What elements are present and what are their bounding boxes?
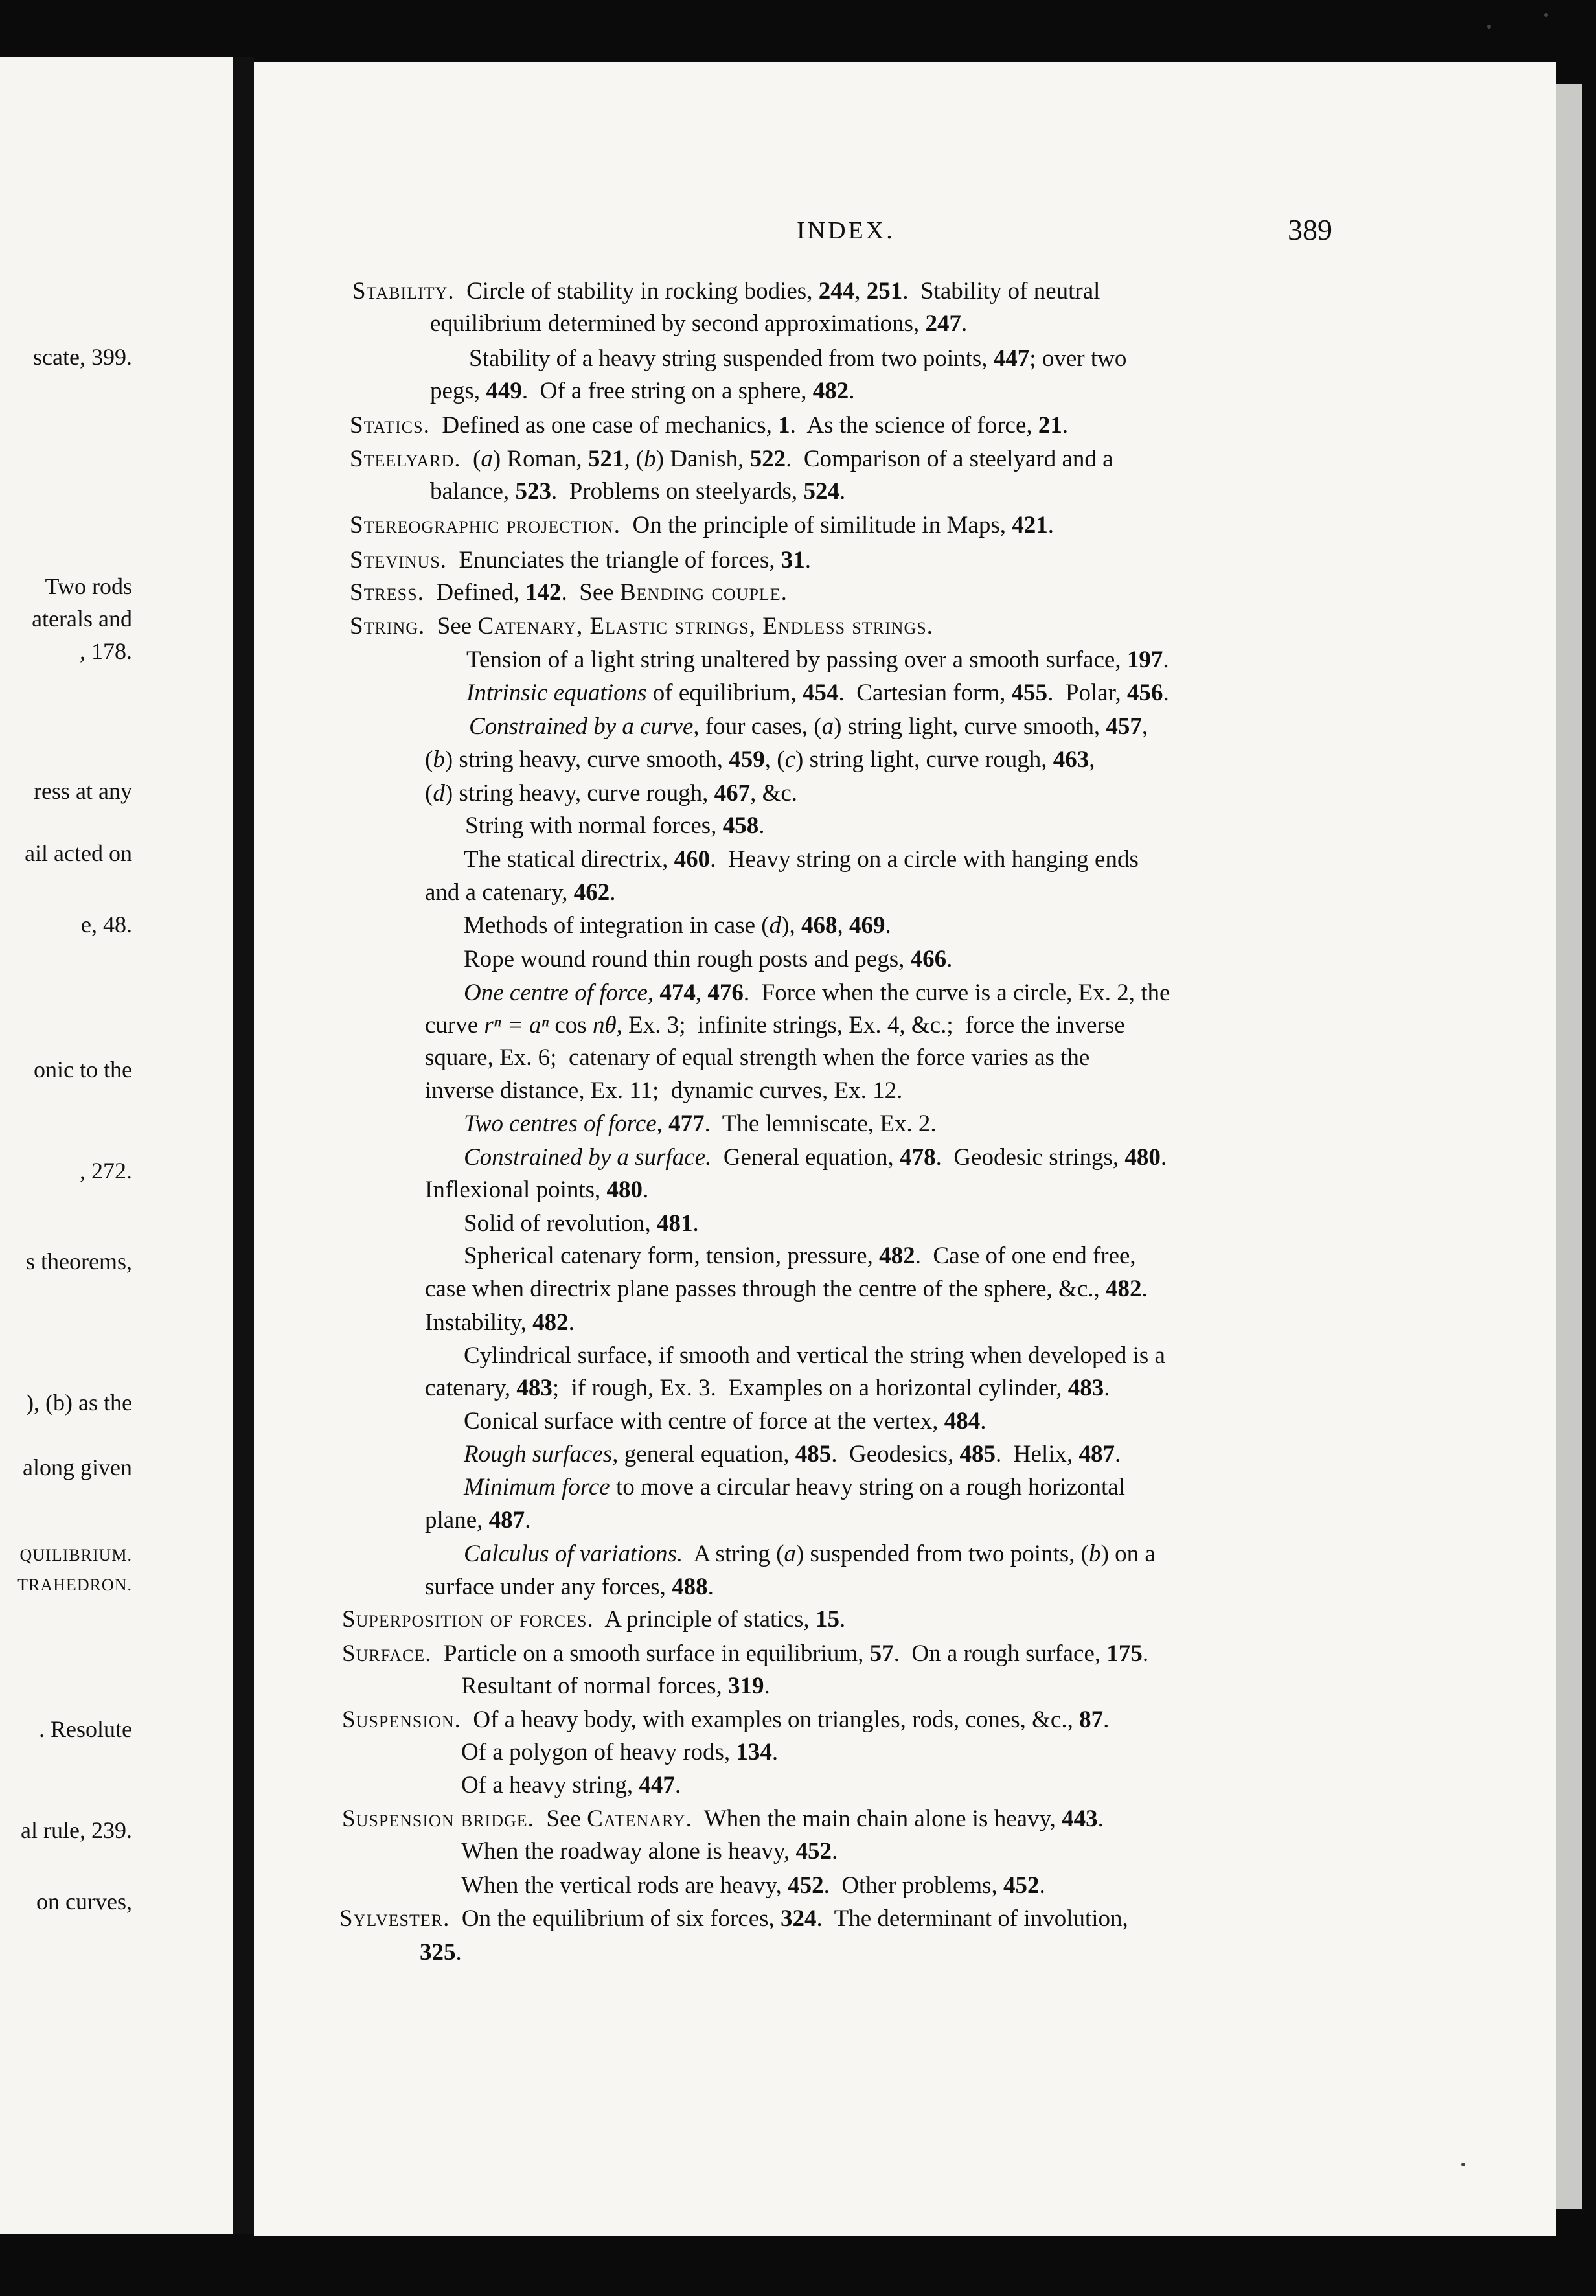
entry-text: Particle on a smooth surface in equilibrium, — [431, 1640, 870, 1667]
entry-text: Inflexional points, — [425, 1177, 607, 1203]
index-term: Steelyard. — [350, 446, 461, 472]
entry-text: Defined as one case of mechanics, — [429, 412, 779, 439]
fragment-text: e, 48. — [81, 912, 132, 937]
page-ref: 482 — [879, 1243, 915, 1269]
entry-text: . Cartesian form, — [838, 680, 1012, 706]
index-line — [425, 777, 797, 810]
entry-text: . — [1097, 1806, 1104, 1832]
entry-text: ) Roman, — [492, 446, 588, 472]
page-ref: 175 — [1106, 1640, 1143, 1667]
index-term: Stereographic projection. — [350, 512, 621, 538]
entry-text: Enunciates the triangle of forces, — [447, 547, 781, 573]
index-line — [464, 1108, 937, 1140]
entry-text: . — [831, 1838, 838, 1865]
entry-text: Conical surface with centre of force at the vertex, — [464, 1408, 944, 1434]
entry-text: ) Danish, — [656, 446, 750, 472]
page-ref: 324 — [781, 1905, 817, 1932]
index-line — [461, 1670, 770, 1703]
fragment-text: s theorems, — [26, 1248, 132, 1274]
entry-text: Spherical catenary form, tension, pressure, — [464, 1243, 880, 1269]
page-ref: 524 — [803, 478, 839, 505]
index-line — [425, 1504, 530, 1537]
fragment-text: aterals and — [32, 606, 132, 632]
entry-text: ) string light, curve rough, — [795, 746, 1053, 773]
index-term: Catenary, Elastic strings, Endless strings. — [477, 613, 933, 639]
index-line — [425, 1174, 648, 1206]
page-ref: 459 — [729, 746, 765, 773]
page-ref: 197 — [1126, 647, 1163, 673]
page-ref: 452 — [788, 1872, 824, 1899]
page-ref: 57 — [869, 1640, 894, 1667]
entry-text: . — [455, 1939, 462, 1966]
page-edge — [1556, 84, 1582, 2209]
index-term: Sylvester. — [339, 1905, 450, 1932]
page-ref: 483 — [1067, 1375, 1104, 1401]
running-title: INDEX. — [797, 217, 895, 244]
index-line — [464, 1240, 1136, 1272]
index-line — [464, 1340, 1165, 1372]
index-line — [425, 1042, 1089, 1074]
page-ref: 488 — [672, 1574, 708, 1600]
entry-text: general equation, — [618, 1441, 795, 1467]
page-ref: 521 — [587, 446, 624, 472]
entry-text: . — [1141, 1276, 1148, 1302]
entry-text: inverse distance, Ex. 11; dynamic curves, Ex. 12. — [425, 1077, 903, 1104]
fragment-text: Two rods — [45, 573, 132, 599]
index-line — [464, 1538, 1156, 1570]
entry-text: pegs, — [430, 378, 486, 404]
entry-text: ( — [425, 780, 433, 807]
italic-text: a — [821, 713, 834, 740]
page-ref: 485 — [959, 1441, 996, 1467]
page-ref: 15 — [815, 1606, 839, 1633]
entry-text: . The determinant of involution, — [816, 1905, 1128, 1932]
italic-text: Constrained by a curve, — [469, 713, 700, 740]
index-line — [461, 1835, 838, 1868]
fragment-text: , 178. — [80, 638, 132, 664]
index-line — [339, 1903, 1128, 1935]
entry-text: Rope wound round thin rough posts and pegs, — [464, 946, 911, 972]
page-ref: 134 — [736, 1739, 772, 1765]
page-number: 389 — [1288, 213, 1332, 246]
entry-text: Of a polygon of heavy rods, — [461, 1739, 736, 1765]
page-ref: 483 — [516, 1375, 553, 1401]
page-ref: 443 — [1062, 1806, 1098, 1832]
index-line — [430, 476, 845, 508]
index-term: Stress. — [350, 579, 424, 606]
entry-text: . — [610, 879, 616, 906]
entry-text: When the roadway alone is heavy, — [461, 1838, 796, 1865]
italic-text: d — [769, 912, 782, 939]
index-term: Suspension bridge. — [342, 1806, 534, 1832]
page-ref: 480 — [1124, 1144, 1161, 1171]
entry-text: ; over two — [1029, 345, 1127, 372]
fragment-text: ress at any — [34, 778, 132, 804]
entry-text: . — [643, 1177, 649, 1203]
page-ref: 452 — [795, 1838, 832, 1865]
entry-text: . — [1062, 412, 1069, 439]
entry-text: ) string heavy, curve smooth, — [444, 746, 729, 773]
entry-text: . — [839, 1606, 846, 1633]
entry-text: ) string light, curve smooth, — [834, 713, 1106, 740]
page-ref: 474 — [659, 980, 696, 1006]
entry-text: . — [674, 1772, 681, 1798]
entry-text: . Other problems, — [823, 1872, 1004, 1899]
index-line — [461, 1769, 681, 1802]
page-ref: 1 — [778, 412, 790, 439]
fragment-text: , 272. — [80, 1158, 132, 1184]
page-header — [254, 153, 1556, 246]
page-ref: 21 — [1038, 412, 1062, 439]
entry-text: . — [1104, 1375, 1110, 1401]
fragment-text: onic to the — [34, 1057, 132, 1083]
entry-text: . — [839, 478, 846, 505]
index-line — [342, 1603, 845, 1636]
entry-text: curve — [425, 1012, 484, 1039]
page-ref: 466 — [910, 946, 947, 972]
index-line — [342, 1704, 1109, 1736]
page-ref: 421 — [1012, 512, 1048, 538]
page-ref: 452 — [1003, 1872, 1040, 1899]
fragment-text: on curves, — [36, 1888, 132, 1914]
index-line — [469, 343, 1126, 375]
entry-text: . Force when the curve is a circle, Ex. 2, the — [743, 980, 1170, 1006]
entry-text: Methods of integration in case ( — [464, 912, 770, 939]
page-ref: 481 — [657, 1210, 693, 1237]
italic-text: Rough surfaces, — [464, 1441, 619, 1467]
entry-text: , — [695, 980, 708, 1006]
page-ref: 457 — [1106, 713, 1142, 740]
index-line — [425, 1571, 714, 1603]
page-ref: 478 — [900, 1144, 936, 1171]
index-line — [461, 1870, 1045, 1902]
page-ref: 325 — [420, 1939, 456, 1966]
index-line — [464, 1438, 1121, 1471]
italic-text: nθ — [592, 1012, 617, 1039]
fragment-text: al rule, 239. — [21, 1817, 132, 1843]
index-line — [350, 610, 933, 643]
italic-text: Constrained by a surface. — [464, 1144, 712, 1171]
index-line — [464, 943, 952, 976]
index-line — [425, 1009, 1125, 1042]
index-line — [425, 1075, 902, 1107]
index-line — [352, 275, 1100, 308]
entry-text: , &c. — [750, 780, 798, 807]
italic-text: d — [433, 780, 445, 807]
entry-text: . As the science of force, — [790, 412, 1038, 439]
entry-text: . Stability of neutral — [902, 278, 1100, 304]
entry-text: , — [854, 278, 867, 304]
index-line — [430, 375, 855, 408]
index-line — [425, 1372, 1110, 1405]
entry-text: . Polar, — [1047, 680, 1128, 706]
entry-text: Instability, — [425, 1309, 533, 1336]
italic-text: Intrinsic equations — [466, 680, 647, 706]
page-ref: 468 — [801, 912, 838, 939]
page-ref: 484 — [944, 1408, 981, 1434]
entry-text: ( — [461, 446, 481, 472]
index-line — [464, 910, 891, 942]
entry-text: . Problems on steelyards, — [551, 478, 804, 505]
page-ref: 455 — [1011, 680, 1048, 706]
fragment-text: along given — [23, 1454, 132, 1480]
index-term: Superposition of forces. — [342, 1606, 594, 1633]
page-ref: 522 — [749, 446, 786, 472]
entry-text: . — [980, 1408, 986, 1434]
page-ref: 458 — [722, 812, 759, 839]
entry-text: . — [771, 1739, 779, 1765]
entry-text: . Case of one end free, — [915, 1243, 1136, 1269]
italic-text: One centre of force, — [464, 980, 654, 1006]
entry-text: equilibrium determined by second approximations, — [430, 310, 926, 337]
entry-text: A string ( — [683, 1541, 784, 1567]
entry-text: . — [707, 1574, 714, 1600]
entry-text: . Geodesic strings, — [935, 1144, 1125, 1171]
entry-text: , Ex. 3; infinite strings, Ex. 4, &c.; force the inverse — [616, 1012, 1125, 1039]
index-line — [350, 544, 811, 577]
page-ref: 523 — [515, 478, 551, 505]
facing-page-fragment — [0, 57, 233, 2234]
italic-text: rⁿ = aⁿ — [484, 1012, 549, 1039]
page-ref: 485 — [795, 1441, 832, 1467]
entry-text: The statical directrix, — [464, 846, 674, 873]
entry-text: case when directrix plane passes through the centre of the sphere, &c., — [425, 1276, 1106, 1302]
page-ref: 476 — [707, 980, 744, 1006]
entry-text: . — [1115, 1441, 1121, 1467]
entry-text: Tension of a light string unaltered by passing over a smooth surface, — [466, 647, 1127, 673]
index-term: Stevinus. — [350, 547, 448, 573]
entry-text: On the equilibrium of six forces, — [450, 1905, 781, 1932]
entry-text: , — [1089, 746, 1095, 773]
entry-text: ( — [425, 746, 433, 773]
index-line — [464, 1471, 1125, 1504]
page-ref: 447 — [993, 345, 1030, 372]
page-ref: 454 — [802, 680, 839, 706]
italic-text: b — [1089, 1541, 1101, 1567]
entry-text: . — [1163, 680, 1169, 706]
entry-text: . — [849, 378, 855, 404]
index-term: Suspension. — [342, 1706, 461, 1733]
entry-text: . — [885, 912, 891, 939]
index-line — [465, 810, 764, 842]
page-ref: 469 — [849, 912, 885, 939]
entry-text: . The lemniscate, Ex. 2. — [704, 1110, 937, 1137]
entry-text: When the vertical rods are heavy, — [461, 1872, 788, 1899]
index-term: Bending couple. — [619, 579, 788, 606]
index-line — [420, 1936, 462, 1969]
entry-text: ) on a — [1100, 1541, 1156, 1567]
entry-text: surface under any forces, — [425, 1574, 672, 1600]
fragment-text: . Resolute — [39, 1716, 132, 1742]
index-line — [464, 1142, 1167, 1174]
entry-text: General equation, — [711, 1144, 900, 1171]
entry-text: Resultant of normal forces, — [461, 1673, 729, 1699]
page-ref: 447 — [639, 1772, 675, 1798]
italic-text: Two centres of force, — [464, 1110, 663, 1137]
entry-text: , ( — [764, 746, 785, 773]
index-line — [350, 509, 1054, 542]
index-line — [425, 1307, 575, 1339]
entry-text: See — [425, 613, 478, 639]
entry-text: . Geodesics, — [831, 1441, 960, 1467]
page-ref: 467 — [714, 780, 751, 807]
entry-text: . — [764, 1673, 770, 1699]
entry-text: Stability of a heavy string suspended from two points, — [469, 345, 994, 372]
entry-text: , — [837, 912, 849, 939]
index-term: String. — [350, 613, 426, 639]
index-term: Surface. — [342, 1640, 432, 1667]
entry-text: . — [692, 1210, 699, 1237]
scan-speck — [1461, 2163, 1465, 2166]
index-line — [342, 1638, 1148, 1670]
entry-text: ) suspended from two points, ( — [795, 1541, 1089, 1567]
entry-text: String with normal forces, — [465, 812, 723, 839]
page-ref: 87 — [1079, 1706, 1104, 1733]
page-ref: 482 — [1106, 1276, 1142, 1302]
italic-text: b — [433, 746, 445, 773]
fragment-text: ), (b) as the — [26, 1390, 132, 1416]
entry-text: plane, — [425, 1507, 489, 1533]
scan-speck — [1487, 25, 1491, 29]
page-ref: 477 — [668, 1110, 705, 1137]
italic-text: b — [644, 446, 656, 472]
entry-text: Defined, — [424, 579, 526, 606]
index-line — [461, 1736, 778, 1769]
page-ref: 460 — [674, 846, 711, 873]
entry-text: . — [961, 310, 968, 337]
page-ref: 482 — [532, 1309, 569, 1336]
index-line — [425, 877, 615, 909]
entry-text: . — [1103, 1706, 1110, 1733]
entry-text: Of a heavy string, — [461, 1772, 639, 1798]
index-line — [430, 308, 967, 340]
index-line — [469, 711, 1148, 743]
entry-text: . — [1142, 1640, 1149, 1667]
entry-text: of equilibrium, — [646, 680, 803, 706]
entry-text: . Comparison of a steelyard and a — [786, 446, 1113, 472]
index-line — [464, 1208, 699, 1240]
entry-text: On the principle of similitude in Maps, — [621, 512, 1012, 538]
entry-text: to move a circular heavy string on a rough horizontal — [610, 1474, 1125, 1500]
book-gutter — [233, 57, 254, 2234]
entry-text: Circle of stability in rocking bodies, — [454, 278, 819, 304]
page-ref: 463 — [1053, 746, 1089, 773]
page-ref: 487 — [1078, 1441, 1115, 1467]
entry-text: . — [1163, 647, 1169, 673]
entry-text: A principle of statics, — [593, 1606, 815, 1633]
entry-text: . — [758, 812, 765, 839]
entry-text: square, Ex. 6; catenary of equal strength when the force varies as the — [425, 1044, 1090, 1071]
page-ref: 482 — [812, 378, 849, 404]
fragment-text: scate, 399. — [33, 344, 132, 370]
page-ref: 480 — [606, 1177, 643, 1203]
page-ref: 462 — [573, 879, 610, 906]
entry-text: . Helix, — [996, 1441, 1079, 1467]
index-line — [350, 409, 1068, 442]
entry-text: Solid of revolution, — [464, 1210, 657, 1237]
index-term: Catenary. — [587, 1806, 692, 1832]
entry-text: . — [946, 946, 953, 972]
index-line — [342, 1803, 1104, 1835]
italic-text: a — [481, 446, 493, 472]
italic-text: Calculus of variations. — [464, 1541, 683, 1567]
entry-text: ) string heavy, curve rough, — [444, 780, 714, 807]
entry-text: and a catenary, — [425, 879, 574, 906]
entry-text: . — [525, 1507, 531, 1533]
page-ref: 142 — [525, 579, 562, 606]
index-line — [425, 744, 1095, 776]
entry-text: Of a heavy body, with examples on triangles, rods, cones, &c., — [461, 1706, 1080, 1733]
index-line — [466, 677, 1169, 709]
italic-text: a — [784, 1541, 796, 1567]
index-term: Stability. — [352, 278, 455, 304]
entry-text: . — [568, 1309, 575, 1336]
page-ref: 251 — [866, 278, 903, 304]
page-ref: 449 — [486, 378, 522, 404]
page-ref: 247 — [925, 310, 961, 337]
entry-text — [663, 1110, 668, 1137]
entry-text: , ( — [624, 446, 644, 472]
entry-text: . Of a free string on a sphere, — [521, 378, 813, 404]
fragment-text: QUILIBRIUM. — [19, 1546, 132, 1565]
entry-text: . On a rough surface, — [893, 1640, 1107, 1667]
index-line — [464, 1405, 986, 1438]
page-ref: 456 — [1127, 680, 1163, 706]
entry-text: ; if rough, Ex. 3. Examples on a horizontal cylinder, — [552, 1375, 1068, 1401]
entry-text: ), — [781, 912, 801, 939]
entry-text: . Heavy string on a circle with hanging ends — [710, 846, 1139, 873]
index-line — [425, 1273, 1148, 1305]
page-ref: 487 — [488, 1507, 525, 1533]
index-line — [466, 644, 1169, 676]
fragment-text: ail acted on — [25, 840, 132, 866]
entry-text: See — [534, 1806, 587, 1832]
italic-text: c — [784, 746, 796, 773]
entry-text: Cylindrical surface, if smooth and vertical the string when developed is a — [464, 1342, 1165, 1369]
scan-speck — [1544, 13, 1548, 17]
entry-text: . — [1047, 512, 1054, 538]
italic-text: Minimum force — [464, 1474, 610, 1500]
fragment-text: TRAHEDRON. — [17, 1576, 132, 1594]
entry-text: . — [1039, 1872, 1045, 1899]
entry-text: catenary, — [425, 1375, 517, 1401]
entry-text: , — [1141, 713, 1148, 740]
index-line — [464, 844, 1139, 876]
page-ref: 244 — [818, 278, 855, 304]
entry-text: four cases, ( — [699, 713, 822, 740]
index-line — [350, 577, 788, 609]
index-line — [464, 977, 1170, 1009]
page-ref: 31 — [781, 547, 805, 573]
index-line — [350, 443, 1113, 476]
entry-text: . — [1160, 1144, 1167, 1171]
entry-text: When the main chain alone is heavy, — [692, 1806, 1062, 1832]
entry-text: cos — [549, 1012, 593, 1039]
index-term: Statics. — [350, 412, 430, 439]
entry-text: balance, — [430, 478, 516, 505]
entry-text: . — [804, 547, 812, 573]
entry-text: . See — [561, 579, 620, 606]
page-ref: 319 — [728, 1673, 764, 1699]
